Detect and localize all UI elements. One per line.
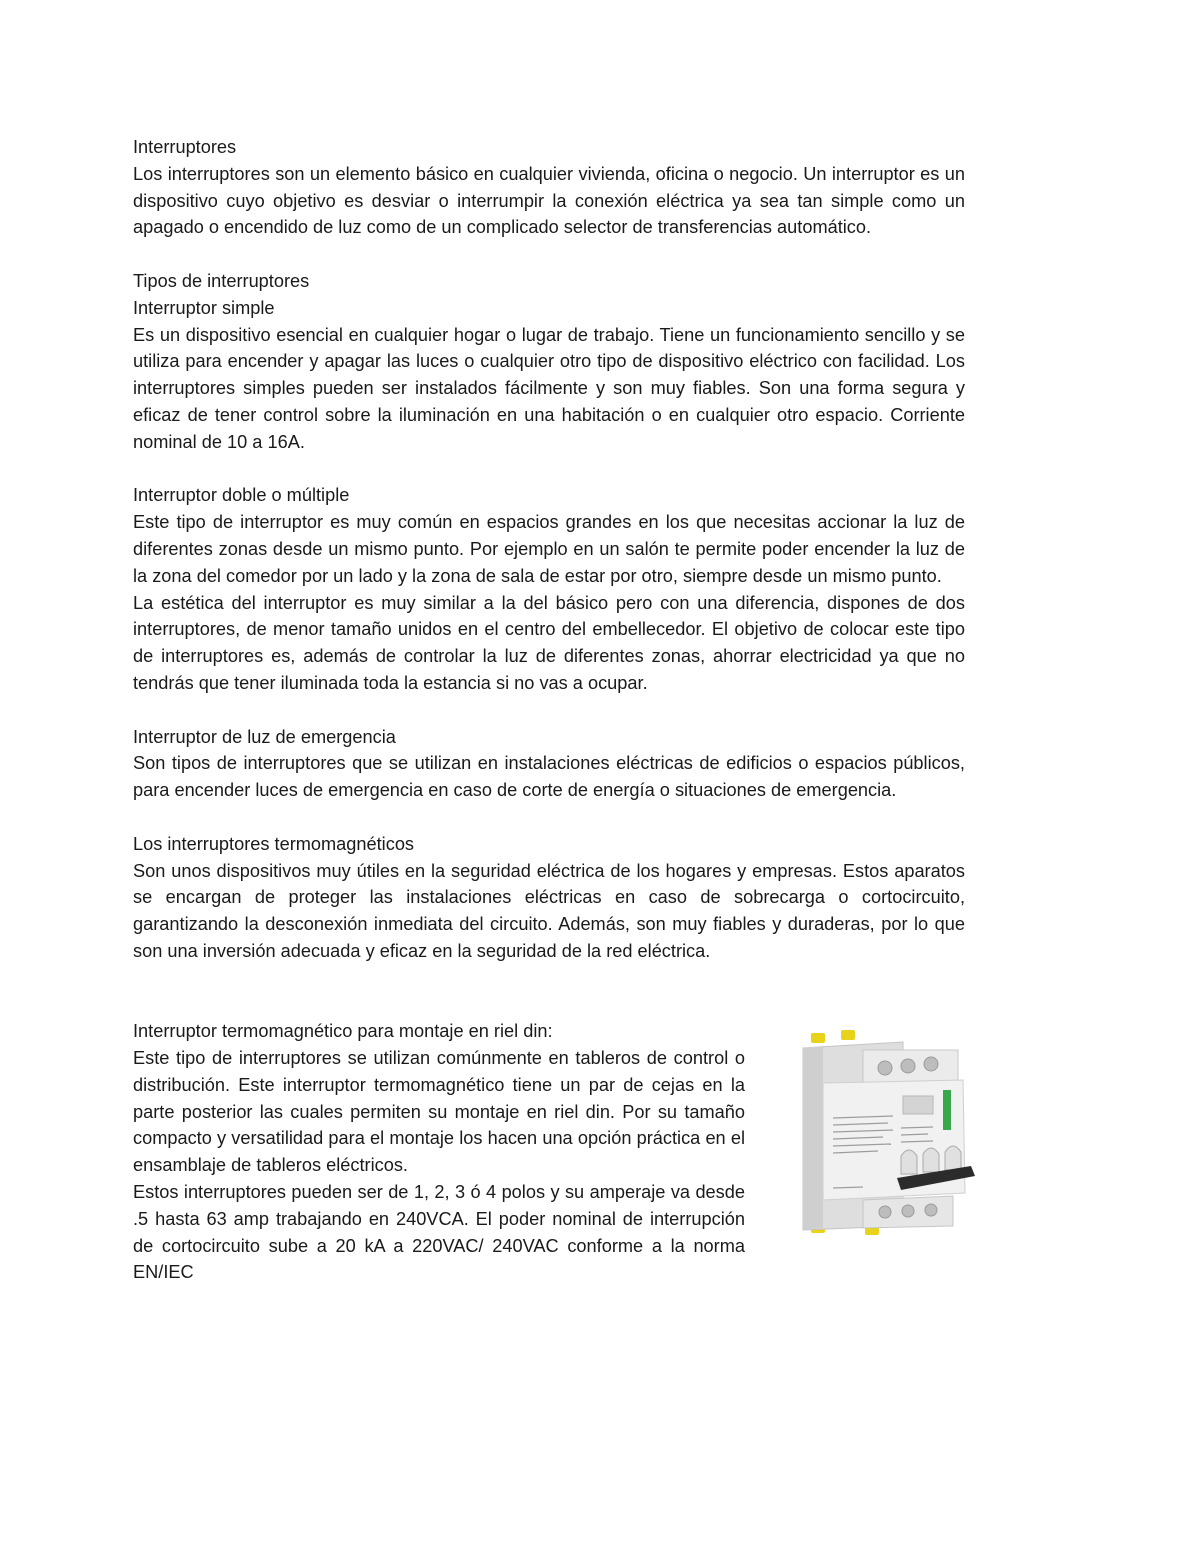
circuit-breaker-image [793,1028,978,1238]
riel-din-text [133,1018,745,1286]
section-title-interruptores: Interruptores [133,137,237,157]
paragraph-doble-1: Este tipo de interruptor es muy común en espacios grandes en los que necesitas accionar la luz de diferentes zonas desde un mismo punto. Por ejemplo en un salón te permite poder encender la luz de la zona del comedor por un lado y la zona de sala de estar por otro, siempre desde un mismo punto. [133,512,965,586]
spacer [133,456,965,483]
section-title-riel-din: Interruptor termomagnético para montaje en riel din: [133,1021,553,1042]
paragraph-emergencia: Son tipos de interruptores que se utilizan en instalaciones eléctricas de edificios o espacios públicos, para encender luces de emergencia en caso de corte de energía o situaciones de emergencia. [133,753,965,801]
section-title-doble: Interruptor doble o múltiple [133,485,350,506]
riel-din-section [133,1018,965,1286]
spacer [133,965,965,1019]
paragraph-simple: Es un dispositivo esencial en cualquier hogar o lugar de trabajo. Tiene un funcionamiento sencillo y se utiliza para encender y apagar las luces o cualquier otro tipo de dispositivo eléctrico con facilidad. Los interruptores simples pueden ser instalados fácilmente y son muy fiables. Son una forma segura y eficaz de tener control sobre la iluminación en una habitación o en cualquier otro espacio. Corriente nominal de 10 a 16A. [133,324,965,452]
section-heading-tipos: Tipos de interruptores [133,270,310,291]
paragraph-riel-din-1: Este tipo de interruptores se utilizan comúnmente en tableros de control o distribución. Este interruptor termomagnético tiene un par de cejas en la parte posterior las cuales permiten su montaje en riel din. Por su tamaño compacto y versatilidad para el montaje los hacen una opción práctica en el ensamblaje de tableros eléctricos. [133,1048,745,1176]
paragraph-termomagneticos: Son unos dispositivos muy útiles en la seguridad eléctrica de los hogares y empresas. Estos aparatos se encargan de proteger las instalaciones eléctricas en caso de sobrecarga o cortocircuito, garantizando la desconexión inmediata del circuito. Además, son muy fiables y duraderas, por lo que son una inversión adecuada y eficaz en la seguridad de la red eléctrica. [133,860,965,961]
paragraph-riel-din-2: Estos interruptores pueden ser de 1, 2, 3 ó 4 polos y su amperaje va desde .5 hasta 63 amp trabajando en 240VCA. El poder nominal de interrupción de cortocircuito sube a 20 kA a 220VAC/ 240VAC conforme a la norma EN/IEC [133,1182,745,1283]
spacer [133,241,965,268]
paragraph-doble-2: La estética del interruptor es muy similar a la del básico pero con una diferencia, dispones de dos interruptores, de menor tamaño unidos en el centro del embellecedor. El objetivo de colocar este tipo de interruptores es, además de controlar la luz de diferentes zonas, ahorrar electricidad ya que no tendrás que tener iluminada toda la estancia si no vas a ocupar. [133,592,965,693]
spacer [133,697,965,724]
paragraph-intro: Los interruptores son un elemento básico en cualquier vivienda, oficina o negocio. Un interruptor es un dispositivo cuyo objetivo es desviar o interrumpir la conexión eléctrica ya sea tan simple como un apagado o encendido de luz como de un complicado selector de transferencias automático. [133,163,965,238]
section-title-termomagneticos: Los interruptores termomagnéticos [133,833,415,854]
document-content [133,134,965,1286]
section-title-simple: Interruptor simple [133,297,275,318]
section-title-emergencia: Interruptor de luz de emergencia [133,726,396,747]
spacer [133,804,965,831]
